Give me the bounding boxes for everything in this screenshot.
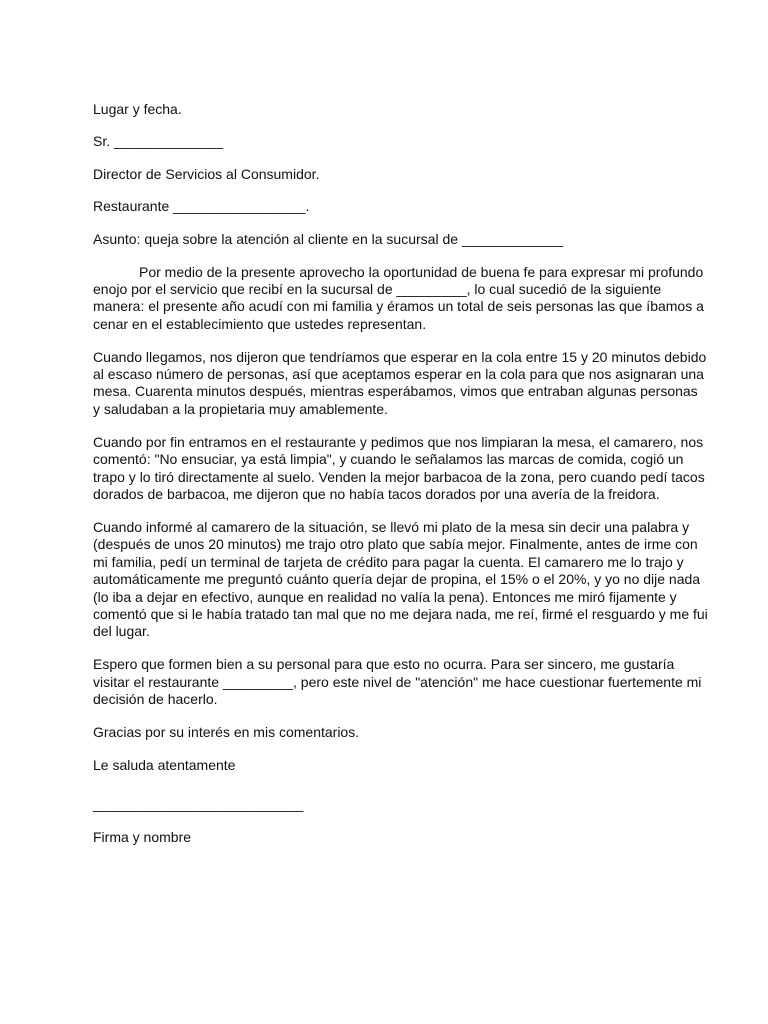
place-date: Lugar y fecha.: [93, 101, 182, 117]
body-paragraph-5: Espero que formen bien a su personal para que esto no ocurra. Para ser sincero, me gustaría visitar el restaurante _________, pero este nivel de "atención" me hace cuestionar fuertemente mi decisión de hacerlo.: [93, 656, 702, 708]
closing-line: Le saluda atentamente: [93, 756, 236, 773]
subject-line: Asunto: queja sobre la atención al cliente en la sucursal de _____________: [93, 230, 564, 247]
restaurant-line: Restaurante _________________.: [93, 198, 310, 215]
signature-line: ___________________________: [93, 796, 304, 813]
body-paragraph-1: Por medio de la presente aprovecho la oportunidad de buena fe para expresar mi profundo enojo por el servicio que recibí en la sucursal de _________, lo cual sucedió de la siguiente manera: el presente año acudí con mi familia y éramos un total de seis personas las que íbamos a cenar en el establecimiento que ustedes representan.: [93, 263, 704, 332]
recipient-line: Sr. ______________: [93, 133, 224, 150]
body-paragraph-4: Cuando informé al camarero de la situación, se llevó mi plato de la mesa sin decir una palabra y (después de unos 20 minutos) me trajo otro plato que sabía mejor. Finalmente, antes de irme con mi familia, pedí un terminal de tarjeta de crédito para pagar la cuenta. El camarero me lo trajo y automáticamente me preguntó cuánto quería dejar de propina, el 15% o el 20%, y yo no dije nada (lo iba a dejar en efectivo, aunque en realidad no valía la pena). Entonces me miró fijamente y comentó que si le había tratado tan mal que no me dejara nada, me reí, firmé el resguardo y me fui del lugar.: [93, 518, 708, 640]
recipient-position: Director de Servicios al Consumidor.: [93, 165, 320, 182]
body-paragraph-3: Cuando por fin entramos en el restaurante y pedimos que nos limpiaran la mesa, el camarero, nos comentó: "No ensuciar, ya está limpia", y cuando le señalamos las marcas de comida, cogió un trapo y lo tiró directamente al suelo. Venden la mejor barbacoa de la zona, pero cuando pedí tacos dorados de barbacoa, me dijeron que no había tacos dorados por una avería de la freidora.: [93, 433, 705, 502]
signature-label: Firma y nombre: [93, 828, 192, 845]
thanks-line: Gracias por su interés en mis comentarios.: [93, 723, 360, 740]
body-paragraph-2: Cuando llegamos, nos dijeron que tendríamos que esperar en la cola entre 15 y 20 minutos debido al escaso número de personas, así que aceptamos esperar en la cola para que nos asignaran una mesa. Cuarenta minutos después, mientras esperábamos, vimos que entraban algunas personas y saludaban a la propietaria muy amablemente.: [93, 348, 707, 417]
